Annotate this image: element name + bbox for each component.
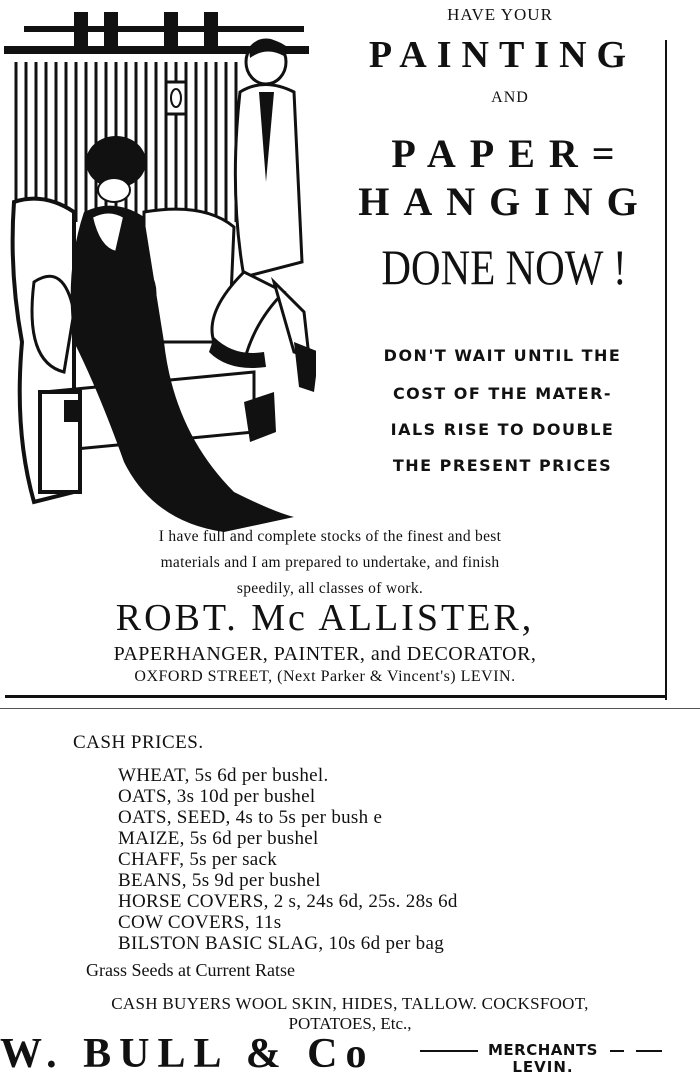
merchants-label: MERCHANTS: [488, 1041, 598, 1059]
headline-hanging: HANGING: [358, 179, 652, 224]
headline-and: AND: [491, 89, 529, 106]
potatoes-line: POTATOES, Etc.,: [288, 1014, 412, 1033]
price-item: BILSTON BASIC SLAG, 10s 6d per bag: [118, 933, 444, 954]
advertiser-address: OXFORD STREET, (Next Parker & Vincent's) LEVIN.: [134, 668, 516, 685]
warning-line: IALS RISE TO DOUBLE: [390, 420, 615, 439]
body-text-line: speedily, all classes of work.: [236, 580, 424, 597]
firm-name: W. BULL & Co: [0, 1031, 375, 1077]
price-item: OATS, 3s 10d per bushel: [118, 786, 316, 807]
price-item: COW COVERS, 11s: [118, 912, 282, 933]
warning-line: THE PRESENT PRICES: [392, 456, 613, 475]
vertical-rule: [665, 40, 667, 700]
column-separator-rule: [0, 708, 700, 709]
cash-buyers-line: CASH BUYERS WOOL SKIN, HIDES, TALLOW. COCKSFOOT,: [111, 994, 589, 1013]
headline-paper: PAPER=: [391, 131, 629, 176]
cash-prices-heading: CASH PRICES.: [73, 732, 204, 753]
headline-done-now: DONE NOW !: [381, 239, 627, 295]
headline-painting: PAINTING: [368, 34, 637, 76]
town-label: LEVIN.: [512, 1058, 574, 1076]
body-text-line: materials and I am prepared to undertake, and finish: [160, 554, 500, 571]
advertiser-trade: PAPERHANGER, PAINTER, and DECORATOR,: [113, 643, 537, 665]
illustration-couple-image: [4, 12, 316, 532]
headline-have-your: HAVE YOUR: [447, 5, 553, 24]
warning-line: COST OF THE MATER-: [392, 384, 613, 403]
price-item: BEANS, 5s 9d per bushel: [118, 870, 321, 891]
ad-bottom-rule: [5, 695, 665, 698]
grass-seeds-line: Grass Seeds at Current Ratse: [86, 960, 295, 980]
body-text-line: I have full and complete stocks of the finest and best: [158, 528, 502, 545]
warning-line: DON'T WAIT UNTIL THE: [383, 346, 622, 365]
price-item: MAIZE, 5s 6d per bushel: [118, 828, 319, 849]
advertiser-name: ROBT. Mc ALLISTER,: [115, 597, 535, 639]
price-item: WHEAT, 5s 6d per bushel.: [118, 765, 329, 786]
price-item: CHAFF, 5s per sack: [118, 849, 278, 870]
price-item: OATS, SEED, 4s to 5s per bush e: [118, 807, 383, 828]
price-item: HORSE COVERS, 2 s, 24s 6d, 25s. 28s 6d: [118, 891, 458, 912]
